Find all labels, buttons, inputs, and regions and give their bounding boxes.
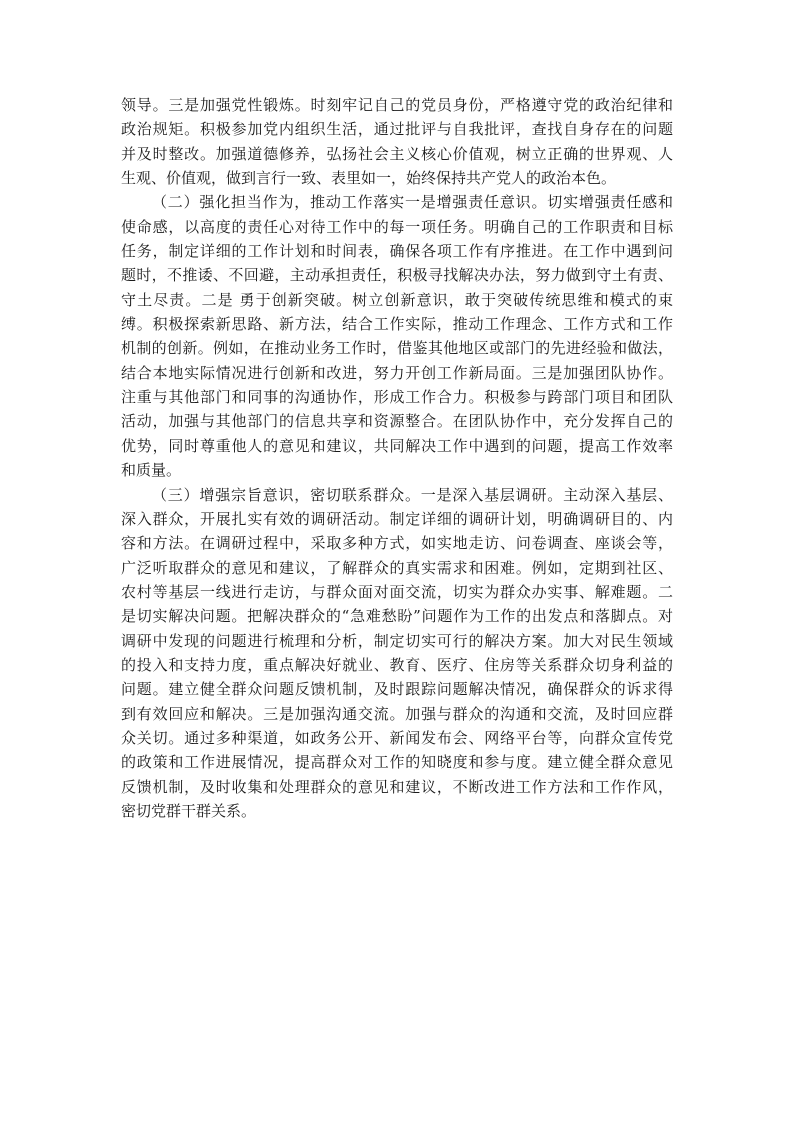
text-line: 的投入和支持力度，重点解决好就业、教育、医疗、住房等关系群众切身利益的 — [121, 655, 673, 674]
section-heading-line: （三）增强宗旨意识，密切联系群众。一是深入基层调研。主动深入基层、 — [152, 485, 673, 504]
text-line: 机制的创新。例如，在推动业务工作时，借鉴其他地区或部门的先进经验和做法， — [121, 339, 673, 358]
document-body — [121, 93, 673, 823]
text-line: 政治规矩。积极参加党内组织生活，通过批评与自我批评，查找自身存在的问题 — [121, 120, 673, 139]
text-line: 使命感，以高度的责任心对待工作中的每一项任务。明确自己的工作职责和目标 — [121, 217, 673, 236]
text-line: 并及时整改。加强道德修养，弘扬社会主义核心价值观，树立正确的世界观、人 — [121, 144, 673, 163]
text-line: 结合本地实际情况进行创新和改进，努力开创工作新局面。三是加强团队协作。 — [121, 363, 673, 382]
text-line: 缚。积极探索新思路、新方法，结合工作实际，推动工作理念、工作方式和工作 — [121, 315, 673, 334]
text-line: 众关切。通过多种渠道，如政务公开、新闻发布会、网络平台等，向群众宣传党 — [121, 728, 673, 747]
text-line: 守土尽责。二是 勇于创新突破。树立创新意识，敢于突破传统思维和模式的束 — [121, 290, 673, 309]
text-line: 注重与其他部门和同事的沟通协作，形成工作合力。积极参与跨部门项目和团队 — [121, 388, 673, 407]
text-line: 的政策和工作进展情况，提高群众对工作的知晓度和参与度。建立健全群众意见 — [121, 753, 673, 772]
text-line: 问题。建立健全群众问题反馈机制，及时跟踪问题解决情况，确保群众的诉求得 — [121, 680, 673, 699]
text-line: 密切党群干群关系。 — [121, 801, 257, 820]
text-line: 农村等基层一线进行走访，与群众面对面交流，切实为群众办实事、解难题。二 — [121, 582, 673, 601]
text-line: 反馈机制，及时收集和处理群众的意见和建议，不断改进工作方法和工作作风， — [121, 777, 673, 796]
paragraph-section-3 — [121, 483, 673, 824]
text-line: 题时，不推诿、不回避，主动承担责任，积极寻找解决办法，努力做到守土有责、 — [121, 266, 673, 285]
text-line: 任务，制定详细的工作计划和时间表，确保各项工作有序推进。在工作中遇到问 — [121, 242, 673, 261]
text-line: 深入群众，开展扎实有效的调研活动。制定详细的调研计划，明确调研目的、内 — [121, 509, 673, 528]
text-line: 广泛听取群众的意见和建议，了解群众的真实需求和困难。例如，定期到社区、 — [121, 558, 673, 577]
text-line: 到有效回应和解决。三是加强沟通交流。加强与群众的沟通和交流，及时回应群 — [121, 704, 673, 723]
text-line: 生观、价值观，做到言行一致、表里如一，始终保持共产党人的政治本色。 — [121, 169, 617, 188]
text-line: 活动，加强与其他部门的信息共享和资源整合。在团队协作中，充分发挥自己的 — [121, 412, 673, 431]
text-line: 是切实解决问题。把解决群众的“急难愁盼”问题作为工作的出发点和落脚点。对 — [121, 607, 673, 626]
text-line: 容和方法。在调研过程中，采取多种方式，如实地走访、问卷调查、座谈会等， — [121, 534, 673, 553]
paragraph-party-spirit — [121, 93, 673, 190]
section-heading-line: （二）强化担当作为，推动工作落实一是增强责任意识。切实增强责任感和 — [152, 193, 673, 212]
text-line: 调研中发现的问题进行梳理和分析，制定切实可行的解决方案。加大对民生领域 — [121, 631, 673, 650]
paragraph-section-2 — [121, 190, 673, 482]
text-line: 优势，同时尊重他人的意见和建议，共同解决工作中遇到的问题，提高工作效率 — [121, 436, 673, 455]
text-line: 和质量。 — [121, 461, 182, 480]
text-line: 领导。三是加强党性锻炼。时刻牢记自己的党员身份，严格遵守党的政治纪律和 — [121, 96, 673, 114]
